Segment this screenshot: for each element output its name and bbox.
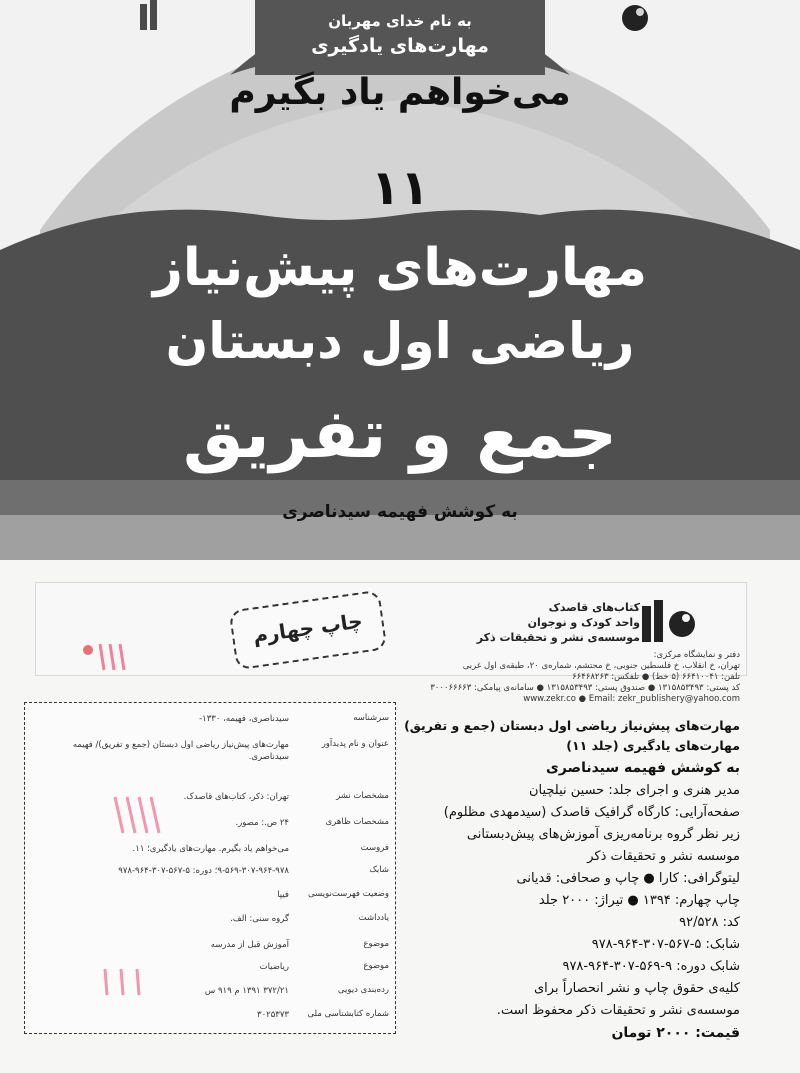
book-title-line-3: جمع و تفریق [182, 395, 618, 474]
info-row: زیر نظر گروه برنامه‌ریزی آموزش‌های پیش‌دبستانی [466, 827, 740, 842]
address-line: دفتر و نمایشگاه مرکزی: [653, 650, 740, 660]
address-line: تهران، خ انقلاب، خ فلسطین جنوبی، خ محتشم، شماره‌ی ۲۰، طبقه‌ی اول غربی [462, 661, 740, 671]
book-price: قیمت: ۲۰۰۰ تومان [611, 1025, 740, 1041]
info-row: کد: ۹۲/۵۲۸ [679, 915, 740, 930]
info-series: مهارت‌های یادگیری (جلد ۱۱) [566, 738, 740, 753]
address-line: www.zekr.co ● Email: zekr_publishery@yahoo.com [523, 694, 740, 704]
series-name: مهارت‌های یادگیری [311, 35, 489, 57]
book-title-line-2: ریاضی اول دبستان [165, 312, 635, 370]
cataloging-box: سرشناسه سیدناصری، فهیمه، ۱۳۳۰- عنوان و نام پدیدآور مهارت‌های پیش‌نیاز ریاضی اول دبستان (جمع و تفریق)/ فهیمه سیدناصری. مشخصات نشر تهران: ذکر، کتاب‌های قاصدک. مشخصات ظاهری ۲۴ ص.: مصور. فروست می‌خواهم یاد بگیرم. مهارت‌های یادگیری؛ ۱۱. شابک ۹-۵۶۹-۳۰۷-۹۶۴-۹۷۸؛ دوره: ۵-۵۶۷-۳۰۷-۹۶۴-۹۷۸ وضعیت فهرست‌نویسی فیپا یادداشت گروه سنی: الف. موضوع آموزش قبل از مدرسه موضوع ریاضیات رده‌بندی دیویی ۳۷۲/۲۱ ۱۳۹۱ م ۹۱۹ س شماره کتابشناسی ملی ۳۰۲۵۳۷۳ [24, 702, 396, 1034]
faded-dots-illustration [80, 640, 140, 680]
volume-number: ۱۱ [370, 160, 430, 216]
info-row: شابک: ۵-۵۶۷-۳۰۷-۹۶۴-۹۷۸ [591, 937, 740, 952]
cover-author: به کوشش فهیمه سیدناصری [282, 502, 518, 522]
series-title: می‌خواهم یاد بگیرم [229, 72, 571, 113]
info-row: صفحه‌آرایی: کارگاه گرافیک قاصدک (سیدمهدی مظلوم) [443, 805, 740, 820]
info-title: مهارت‌های پیش‌نیاز ریاضی اول دبستان (جمع و تفریق) [404, 718, 740, 733]
book-info [404, 716, 740, 1044]
publisher-line-3: موسسه‌ی نشر و تحقیقات ذکر [476, 631, 640, 644]
publisher-line-2: واحد کودک و نوجوان [527, 616, 640, 629]
bless-text: به نام خدای مهربان [328, 12, 472, 30]
info-row: شابک دوره: ۹-۵۶۹-۳۰۷-۹۶۴-۹۷۸ [562, 959, 740, 974]
info-row: مدیر هنری و اجرای جلد: حسین نیلچیان [528, 783, 740, 798]
address-line: تلفن: ۶۶۴۱۰۰۴۱ (۵ خط) ● تلفکس: ۶۶۴۶۸۲۶۳ [572, 672, 740, 682]
info-row: موسسه‌ی نشر و تحقیقات ذکر محفوظ است. [496, 1003, 740, 1018]
left-logo-icon [138, 0, 160, 34]
info-row: موسسه نشر و تحقیقات ذکر [587, 849, 740, 864]
info-author: به کوشش فهیمه سیدناصری [546, 760, 740, 776]
info-row: چاپ چهارم: ۱۳۹۴ ● تیراژ: ۲۰۰۰ جلد [538, 893, 740, 908]
book-title-line-1: مهارت‌های پیش‌نیاز [152, 238, 648, 298]
info-row: لیتوگرافی: کارا ● چاپ و صحافی: قدیانی [516, 871, 740, 886]
edition-stamp-text: چاپ چهارم [251, 608, 364, 648]
publisher-logo-icon [640, 598, 696, 646]
publisher-address [410, 650, 740, 705]
right-logo-icon [620, 0, 650, 34]
address-line: کد پستی: ۱۳۱۵۸۵۳۴۹۳ ● صندوق پستی: ۱۳۱۵۸۵۳۴۹۳ ● سامانه‌ی پیامکی: ۳۰۰۰۶۶۶۶۳ [430, 683, 740, 693]
publisher-line-1: کتاب‌های قاصدک [548, 601, 640, 614]
publisher-name [440, 600, 640, 645]
info-row: کلیه‌ی حقوق چاپ و نشر انحصاراً برای [534, 981, 740, 996]
